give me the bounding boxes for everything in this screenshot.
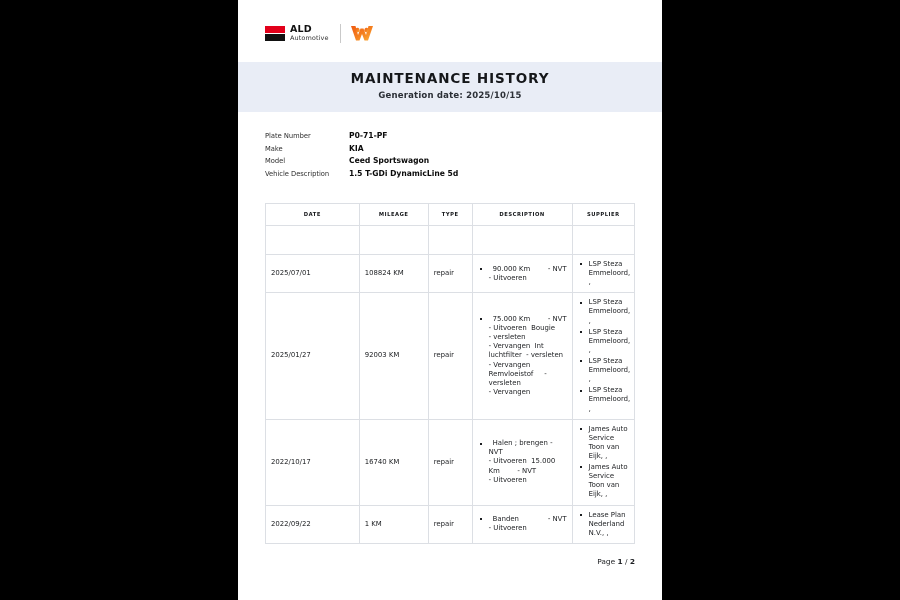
cell-description: [472, 293, 572, 419]
supplier-line: LSP Steza: [588, 327, 623, 336]
table-row: [266, 255, 635, 293]
supplier-line: Toon van: [588, 481, 620, 490]
column-header-supplier: SUPPLIER: [572, 204, 634, 226]
table-spacer-cell: [428, 226, 472, 255]
description-line: Km - NVT: [488, 466, 537, 475]
page-footer: [238, 557, 635, 566]
table-header-row: [266, 204, 635, 226]
table-body: [266, 226, 635, 544]
logo-divider: [340, 24, 341, 43]
cell-supplier: [572, 293, 634, 419]
description-headline-right: - NVT: [547, 264, 567, 273]
description-list: [478, 439, 567, 485]
page-title: MAINTENANCE HISTORY: [350, 71, 550, 87]
description-headline-left: Halen ; brengen -: [492, 439, 553, 448]
supplier-line: Lease Plan: [588, 510, 626, 519]
description-line: - Uitvoeren: [488, 524, 527, 533]
description-item: [478, 315, 567, 397]
vehicle-info-row: [265, 156, 662, 169]
supplier-line: LSP Steza: [588, 260, 623, 268]
description-line: - Uitvoeren 15.000: [488, 457, 556, 466]
supplier-item: [578, 386, 629, 413]
vehicle-info-label: Make: [265, 144, 283, 153]
generation-date: Generation date: 2025/10/15: [378, 91, 522, 101]
description-line: versleten: [488, 378, 521, 387]
supplier-list: [578, 425, 629, 500]
table-row: [266, 419, 635, 505]
supplier-line: Toon van: [588, 442, 620, 451]
vehicle-info-row: [265, 131, 662, 144]
description-line: - Vervangen: [488, 388, 531, 397]
cell-mileage: 92003 KM: [359, 293, 428, 419]
page-separator: /: [622, 556, 630, 566]
supplier-line: ,: [588, 316, 591, 325]
cell-mileage: 16740 KM: [359, 419, 428, 505]
supplier-list: [578, 260, 629, 287]
description-list: [478, 515, 567, 533]
cell-date: 2025/01/27: [266, 293, 360, 419]
description-list: [478, 265, 567, 283]
vehicle-info-value-plate: P0-71-PF: [349, 131, 388, 140]
supplier-line: Nederland: [588, 519, 625, 528]
logo-row: [265, 22, 662, 44]
ald-square-icon: [265, 26, 285, 41]
cell-mileage: 1 KM: [359, 505, 428, 543]
cell-type: repair: [428, 419, 472, 505]
vehicle-info-value-make: KIA: [349, 143, 364, 153]
description-line: - Vervangen: [488, 360, 531, 369]
cell-supplier: [572, 505, 634, 543]
cell-mileage: 108824 KM: [359, 255, 428, 293]
description-item: [478, 265, 567, 283]
description-headline: [489, 315, 567, 324]
supplier-line: LSP Steza: [588, 356, 623, 365]
cell-description: [472, 505, 572, 543]
supplier-line: LSP Steza: [588, 298, 623, 307]
description-line: - Uitvoeren Bougie: [488, 323, 556, 332]
description-headline-right: - NVT: [547, 515, 567, 524]
vehicle-info-value-description: 1.5 T-GDi DynamicLine 5d: [349, 168, 459, 178]
description-line: luchtfilter - versleten: [488, 351, 564, 360]
description-headline: [489, 265, 567, 274]
table-row: [266, 505, 635, 543]
column-header-description: DESCRIPTION: [472, 204, 572, 226]
description-item: [478, 439, 567, 485]
vehicle-info-value-model: Ceed Sportswagon: [349, 156, 430, 165]
description-headline-right: - NVT: [547, 314, 567, 323]
description-headline-left: Banden: [492, 515, 519, 524]
vehicle-info-label: Plate Number: [265, 132, 311, 140]
description-headline-left: 75.000 Km: [492, 314, 531, 323]
column-header-type: TYPE: [428, 204, 472, 226]
supplier-item: [578, 260, 629, 287]
ald-wordmark: [290, 25, 329, 42]
ald-brand-name: ALD: [290, 23, 312, 35]
cell-date: 2022/10/17: [266, 419, 360, 505]
vehicle-info-row: [265, 169, 662, 182]
description-headline: [489, 439, 567, 448]
supplier-line: Service: [588, 472, 615, 481]
ayvens-w-icon: [350, 24, 376, 42]
description-headline: [489, 515, 567, 524]
logo-bar: [238, 0, 662, 62]
cell-date: 2025/07/01: [266, 255, 360, 293]
cell-supplier: [572, 255, 634, 293]
maintenance-history-table: [265, 203, 635, 544]
supplier-line: N.V., ,: [588, 528, 609, 537]
description-line: Remvloeistof -: [488, 369, 547, 378]
vehicle-info-row: [265, 144, 662, 157]
description-headline-left: 90.000 Km: [492, 264, 531, 273]
cell-description: [472, 255, 572, 293]
description-line: NVT: [488, 448, 503, 457]
vehicle-info-block: [238, 112, 662, 181]
current-page-number: 1: [617, 556, 623, 566]
cell-description: [472, 419, 572, 505]
table-spacer-cell: [359, 226, 428, 255]
description-line: - Uitvoeren: [488, 475, 527, 484]
supplier-line: Emmeloord,: [588, 336, 631, 345]
supplier-line: Emmeloord,: [588, 307, 631, 316]
supplier-line: Emmeloord,: [588, 366, 631, 375]
page-prefix-label: Page: [597, 556, 618, 566]
title-banner: [238, 62, 662, 112]
cell-type: repair: [428, 505, 472, 543]
table-spacer-row: [266, 226, 635, 255]
column-header-date: DATE: [266, 204, 360, 226]
description-line: - Uitvoeren: [488, 273, 527, 282]
supplier-list: [578, 298, 629, 413]
description-line: - Vervangen Int: [488, 342, 544, 351]
supplier-line: LSP Steza: [588, 386, 623, 395]
description-line: - versleten: [488, 333, 526, 342]
column-header-mileage: MILEAGE: [359, 204, 428, 226]
table-row: [266, 293, 635, 419]
document-page: [238, 0, 662, 600]
vehicle-info-label: Vehicle Description: [265, 169, 330, 178]
supplier-line: ,: [588, 404, 591, 413]
supplier-line: Emmeloord,: [588, 269, 631, 278]
supplier-item: [578, 298, 629, 325]
supplier-line: ,: [588, 375, 591, 384]
cell-date: 2022/09/22: [266, 505, 360, 543]
vehicle-info-label: Model: [265, 157, 286, 165]
table-spacer-cell: [572, 226, 634, 255]
ald-brand-sub: Automotive: [290, 34, 329, 42]
supplier-line: Service: [588, 433, 615, 442]
supplier-line: James Auto: [588, 424, 628, 433]
cell-type: repair: [428, 255, 472, 293]
supplier-line: James Auto: [588, 463, 628, 472]
total-page-number: 2: [629, 556, 635, 566]
supplier-line: Emmeloord,: [588, 395, 631, 404]
supplier-list: [578, 511, 629, 538]
table-spacer-cell: [266, 226, 360, 255]
supplier-item: [578, 463, 629, 499]
supplier-line: Eijk, ,: [588, 490, 608, 499]
table-spacer-cell: [472, 226, 572, 255]
supplier-item: [578, 425, 629, 461]
supplier-item: [578, 357, 629, 384]
supplier-item: [578, 511, 629, 538]
description-list: [478, 315, 567, 397]
supplier-line: ,: [588, 278, 591, 287]
cell-supplier: [572, 419, 634, 505]
supplier-line: Eijk, ,: [588, 451, 608, 460]
cell-type: repair: [428, 293, 472, 419]
table-header: [266, 204, 635, 226]
supplier-item: [578, 328, 629, 355]
supplier-line: ,: [588, 345, 591, 354]
maintenance-table-wrapper: [265, 203, 635, 544]
description-item: [478, 515, 567, 533]
